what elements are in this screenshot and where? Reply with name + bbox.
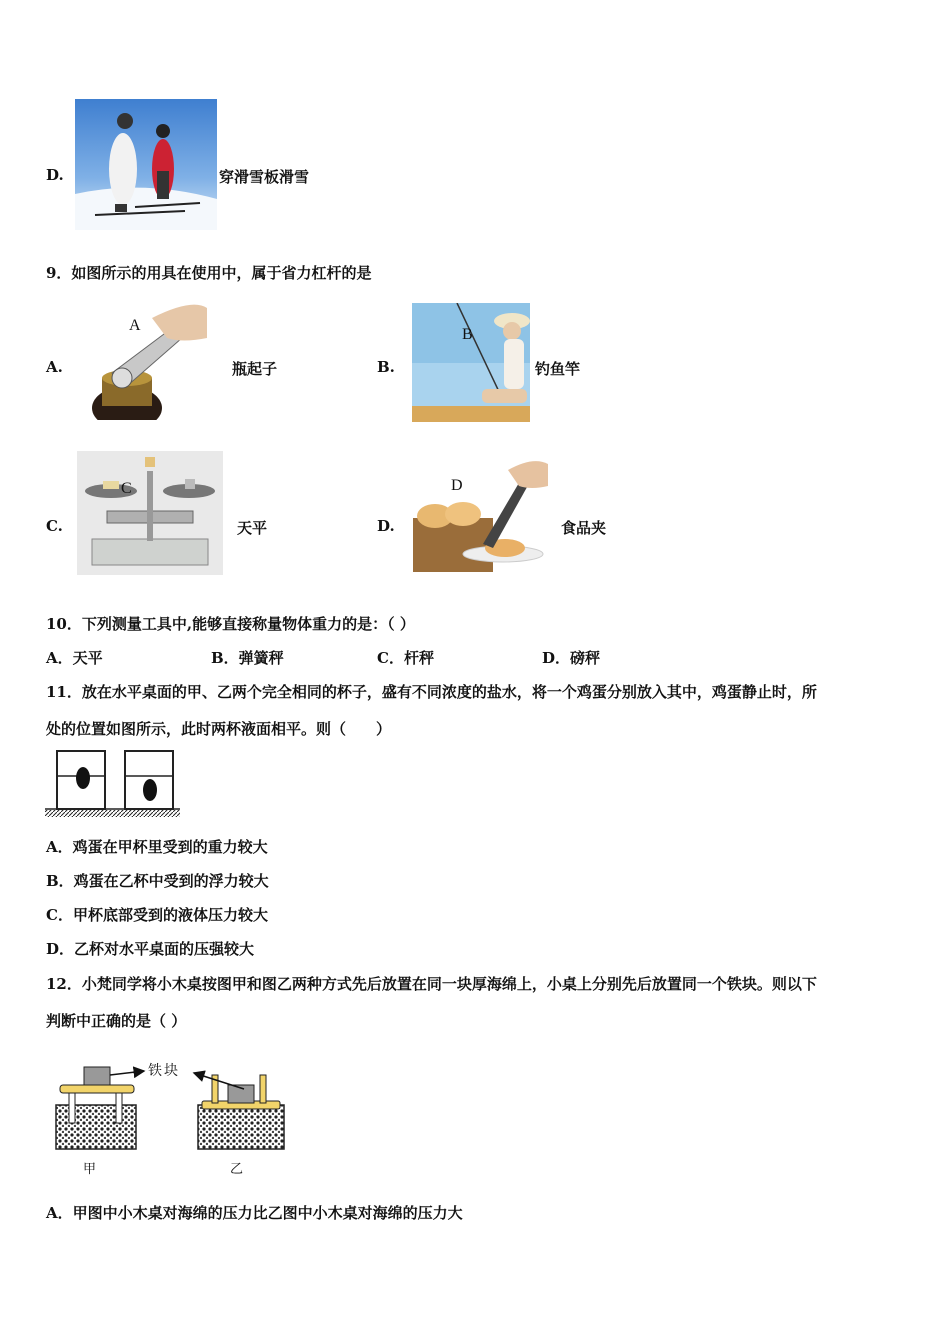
- figure-jia-label: 甲: [83, 1162, 97, 1177]
- food-tongs-image: [413, 456, 550, 572]
- q10-option-d: D．磅秤: [542, 649, 601, 667]
- bottle-opener-image: [82, 298, 212, 420]
- q11-option-b: B．鸡蛋在乙杯中受到的浮力较大: [46, 872, 269, 890]
- q10-option-a: A．天平: [46, 649, 103, 667]
- q9-option-d-text: 食品夹: [561, 519, 607, 537]
- q12-option-a: A．甲图中小木桌对海绵的压力比乙图中小木桌对海绵的压力大: [46, 1204, 463, 1222]
- q11-stem-line1: 11．放在水平桌面的甲、乙两个完全相同的杯子，盛有不同浓度的盐水，将一个鸡蛋分别放入其中，鸡蛋静止时，所: [46, 683, 817, 701]
- tag-a: A: [129, 317, 141, 334]
- q8-option-d-letter: D.: [46, 166, 64, 184]
- q9-stem: 9．如图所示的用具在使用中，属于省力杠杆的是: [46, 264, 372, 282]
- figure-yi-label: 乙: [230, 1162, 244, 1177]
- q9-option-a-text: 瓶起子: [232, 360, 278, 378]
- tag-b: B: [462, 326, 473, 343]
- q9-option-c-letter: C.: [46, 517, 63, 535]
- q11-option-a: A．鸡蛋在甲杯里受到的重力较大: [46, 838, 268, 856]
- q10-option-b: B．弹簧秤: [211, 649, 284, 667]
- q8-option-d-text: 穿滑雪板滑雪: [219, 168, 310, 186]
- skiing-image: [75, 99, 217, 230]
- q9-option-a-letter: A.: [46, 358, 63, 376]
- q11-option-c: C．甲杯底部受到的液体压力较大: [46, 906, 268, 924]
- fishing-rod-image: [412, 303, 530, 422]
- balance-scale-image: [77, 451, 223, 575]
- q12-stem-line2: 判断中正确的是（ ）: [46, 1012, 187, 1030]
- q11-option-d: D．乙杯对水平桌面的压强较大: [46, 940, 255, 958]
- q9-option-b-letter: B.: [377, 358, 395, 376]
- egg-cups-diagram: [45, 748, 180, 820]
- q11-stem-line2: 处的位置如图所示，此时两杯液面相平。则（ ）: [46, 720, 392, 738]
- q9-option-b-text: 钓鱼竿: [535, 360, 581, 378]
- q9-option-c-text: 天平: [237, 519, 268, 537]
- q9-option-d-letter: D.: [377, 517, 395, 535]
- iron-block-label: 铁块: [148, 1063, 180, 1079]
- tag-c: C: [121, 480, 132, 497]
- q10-option-c: C．杆秤: [377, 649, 434, 667]
- q10-stem: 10．下列测量工具中,能够直接称量物体重力的是：（ ）: [46, 615, 415, 633]
- tag-d: D: [451, 477, 463, 494]
- q12-stem-line1: 12．小梵同学将小木桌按图甲和图乙两种方式先后放置在同一块厚海绵上，小桌上分别先后放置同一个铁块。则以下: [46, 975, 817, 993]
